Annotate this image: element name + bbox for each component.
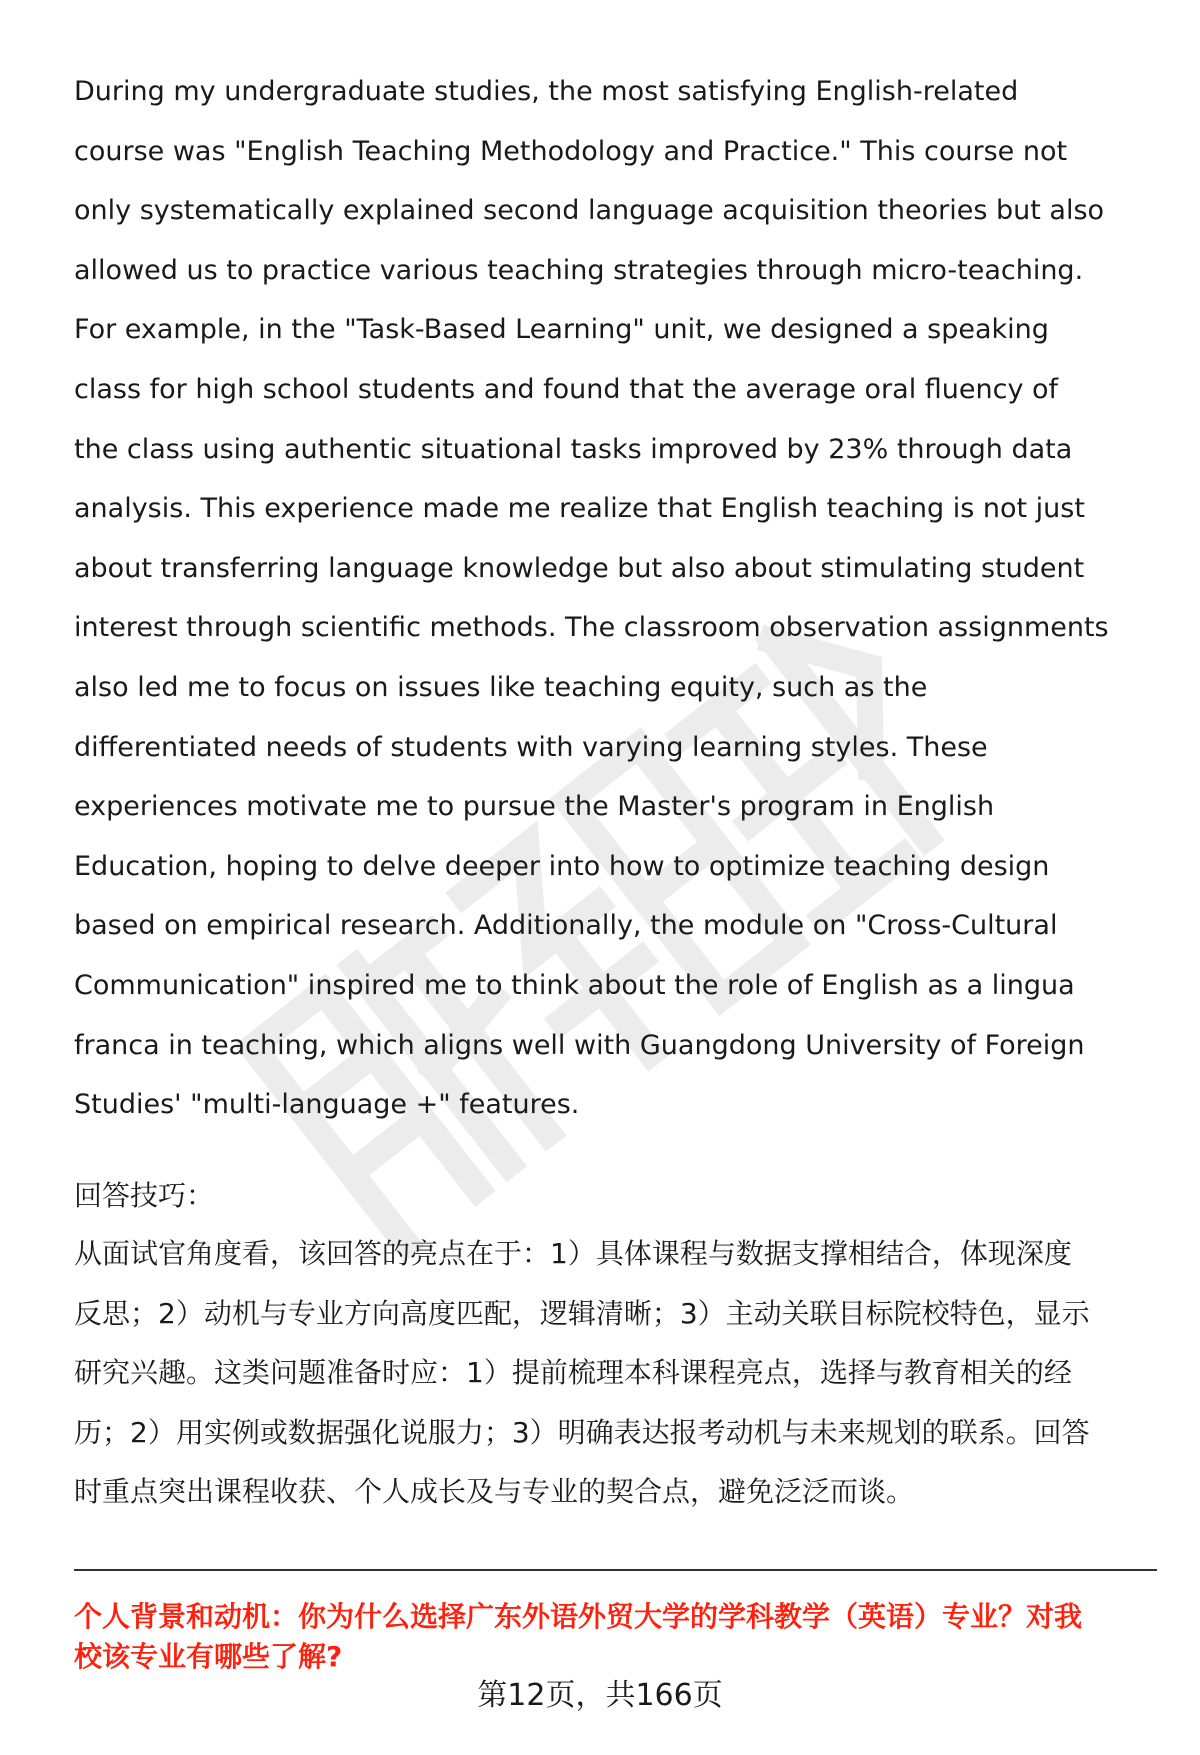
answer-paragraph (74, 62, 1169, 1135)
tips-line: 研究兴趣。这类问题准备时应：1）提前梳理本科课程亮点，选择与教育相关的经 (74, 1356, 1072, 1390)
question-line: 个人背景和动机：你为什么选择广东外语外贸大学的学科教学（英语）专业？对我 (74, 1600, 1083, 1633)
tips-line: 时重点突出课程收获、个人成长及与专业的契合点，避免泛泛而谈。 (74, 1475, 915, 1509)
answer-line: also led me to focus on issues like teaching equity, such as the (74, 671, 928, 703)
page-number: 第12页，共166页 (477, 1678, 723, 1713)
answer-line: Education, hoping to delve deeper into how to optimize teaching design (74, 850, 1050, 882)
next-question (74, 1597, 1164, 1677)
answer-line: Communication" inspired me to think about the role of English as a lingua (74, 969, 1075, 1001)
tips-paragraph (74, 1224, 1164, 1522)
answer-line: based on empirical research. Additionally, the module on "Cross-Cultural (74, 910, 1058, 942)
answer-line: interest through scientific methods. The classroom observation assignments (74, 612, 1109, 644)
answer-line: franca in teaching, which aligns well with Guangdong University of Foreign (74, 1029, 1085, 1061)
answer-line: differentiated needs of students with varying learning styles. These (74, 731, 988, 763)
answer-line: course was "English Teaching Methodology and Practice." This course not (74, 135, 1068, 167)
answer-line: For example, in the "Task-Based Learning" unit, we designed a speaking (74, 314, 1049, 346)
answer-line: only systematically explained second language acquisition theories but also (74, 195, 1105, 227)
answer-line: analysis. This experience made me realize that English teaching is not just (74, 493, 1085, 525)
tips-line: 反思；2）动机与专业方向高度匹配，逻辑清晰；3）主动关联目标院校特色，显示 (74, 1296, 1090, 1330)
answer-line: about transferring language knowledge but also about stimulating student (74, 552, 1085, 584)
section-divider (74, 1569, 1157, 1571)
answer-line: allowed us to practice various teaching strategies through micro-teaching. (74, 254, 1084, 286)
tips-line: 历；2）用实例或数据强化说服力；3）明确表达报考动机与未来规划的联系。回答 (74, 1415, 1090, 1449)
question-line: 校该专业有哪些了解? (74, 1640, 343, 1673)
answer-line: Studies' "multi-language +" features. (74, 1089, 580, 1121)
answer-line: experiences motivate me to pursue the Master's program in English (74, 791, 995, 823)
tips-line: 从面试官角度看，该回答的亮点在于：1）具体课程与数据支撑相结合，体现深度 (74, 1237, 1072, 1270)
answer-line: the class using authentic situational tasks improved by 23% through data (74, 433, 1073, 465)
answer-line: class for high school students and found that the average oral fluency of (74, 373, 1059, 405)
answer-line: During my undergraduate studies, the most satisfying English-related (74, 76, 1019, 107)
tips-heading: 回答技巧： (74, 1179, 215, 1212)
